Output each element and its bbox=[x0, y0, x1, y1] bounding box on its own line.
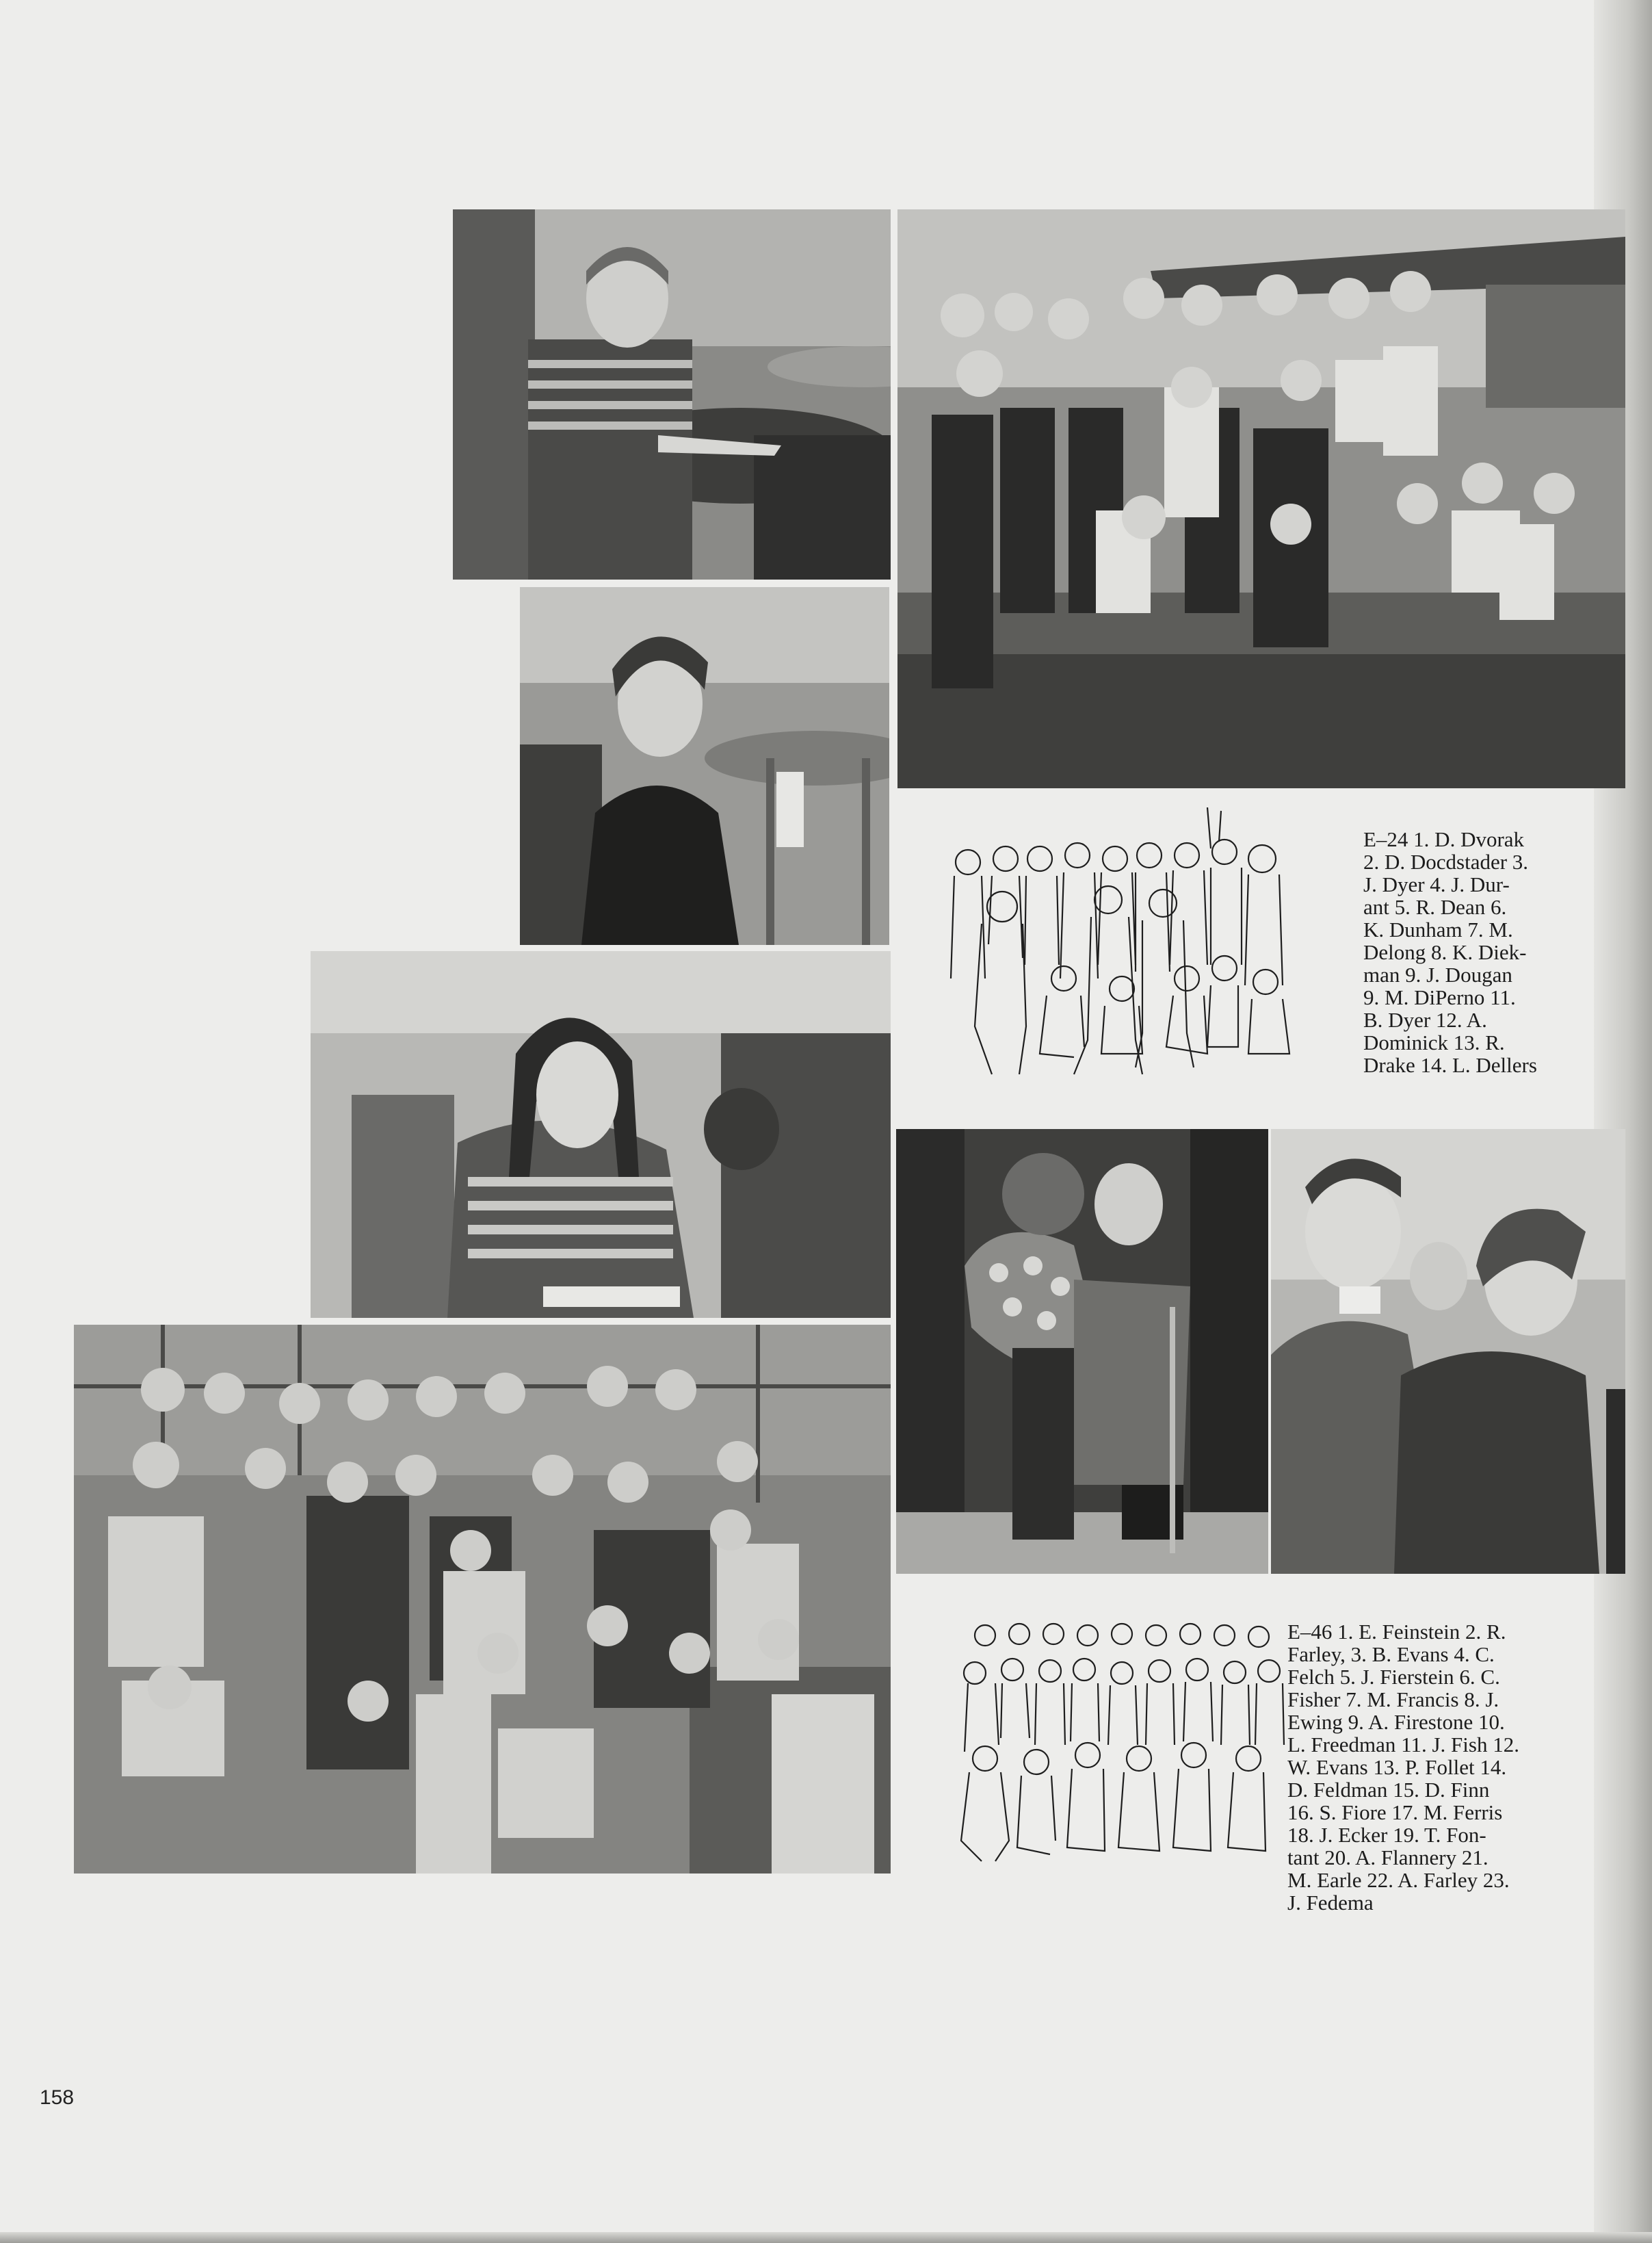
photo-girl-reading bbox=[311, 951, 891, 1318]
photo-student-dark-jacket bbox=[520, 587, 889, 945]
photo-icon bbox=[74, 1325, 891, 1874]
page-bottom-edge bbox=[0, 2232, 1652, 2243]
photo-group-e24 bbox=[897, 209, 1625, 788]
photo-icon bbox=[520, 587, 889, 945]
page-number: 158 bbox=[40, 2086, 75, 2109]
photo-icon bbox=[311, 951, 891, 1318]
group-photo-key-icon bbox=[954, 1615, 1317, 1882]
caption-e46: E–46 1. E. Feinstein 2. R. Farley, 3. B. Evans 4. C. Felch 5. J. Fierstein 6. C. Fisher 7. M. Francis 8. J. Ewing 9. A. Firestone 10. L. Freedman 11. J. Fish 12. W. Evans 13. P. Follet 14. D. Feldman 15. D. Finn 16. S. Fiore 17. M. Ferris 18. J. Ecker 19. T. Fon- tant 20. A. Flannery 21. M. Earle 22. A. Farley 23. J. Fedema bbox=[1287, 1620, 1519, 1915]
key-diagram-e46 bbox=[954, 1615, 1317, 1882]
key-diagram-e24 bbox=[937, 807, 1320, 1081]
photo-icon bbox=[897, 209, 1625, 788]
photo-students-in-coats bbox=[1271, 1129, 1625, 1574]
caption-e24: E–24 1. D. Dvorak 2. D. Docdstader 3. J. Dyer 4. J. Dur- ant 5. R. Dean 6. K. Dunham 7. M. Delong 8. K. Diek- man 9. J. Dougan 9. M. DiPerno 11. B. Dyer 12. A. Dominick 13. R. Drake 14. L. Dellers bbox=[1363, 827, 1537, 1077]
photo-piggyback bbox=[896, 1129, 1268, 1574]
group-photo-key-icon bbox=[937, 807, 1320, 1081]
photo-icon bbox=[453, 209, 891, 580]
photo-group-e46 bbox=[74, 1325, 891, 1874]
photo-icon bbox=[896, 1129, 1268, 1574]
photo-icon bbox=[1271, 1129, 1625, 1574]
photo-cafeteria-boy bbox=[453, 209, 891, 580]
